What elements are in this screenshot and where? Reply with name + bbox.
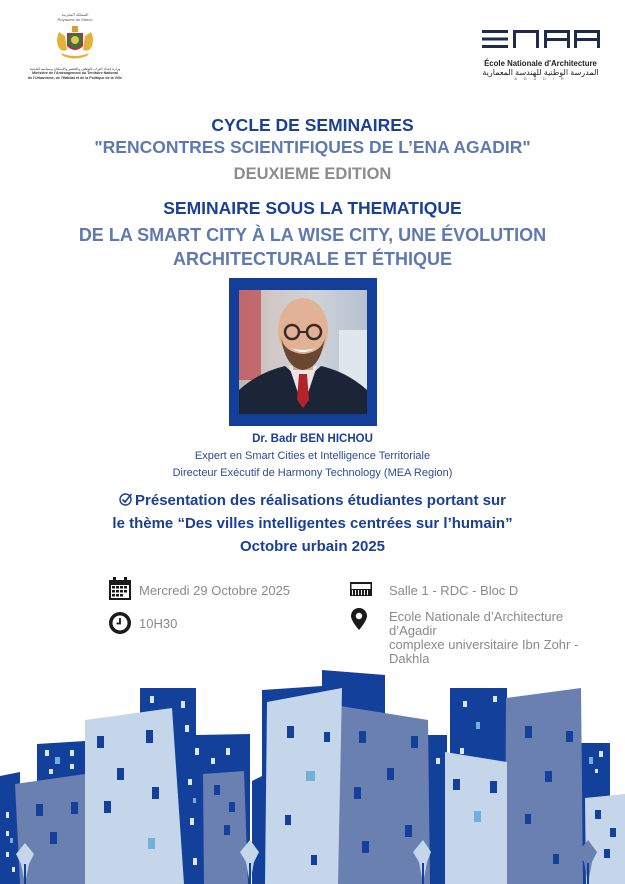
address-line-3: complexe universitaire Ibn Zohr - [389,637,579,652]
address-line-4: Dakhla [389,651,430,666]
speaker-role-2: Directeur Exécutif de Harmony Technology (MEA Region) [172,467,453,479]
event-time: 10H30 [139,616,178,631]
enaa-logo [478,30,603,81]
calendar-icon [108,577,132,601]
ministry-logo [20,12,130,80]
clock-icon [108,611,132,635]
seminar-title: SEMINAIRE SOUS LA THEMATIQUE [163,198,462,218]
school-name-french: École Nationale d'Architecture [484,59,597,68]
address-line-2: d’Agadir [389,623,437,638]
speaker-name: Dr. Badr BEN HICHOU [252,433,373,445]
ministry-arabic-top: المملكة المغربية [61,12,89,17]
presentation-line-1 [0,492,625,509]
address-line-1: Ecole Nationale d’Architecture [389,609,564,624]
event-address [389,610,578,666]
speaker-portrait-icon [239,290,367,414]
cycle-title: CYCLE DE SEMINAIRES [211,115,414,135]
ministry-french-name-1: Ministère de l'Aménagement du Territoire National [32,71,118,76]
classroom-icon [350,582,372,596]
enaa-logomark-icon [482,30,600,48]
map-pin-icon [351,608,367,630]
school-name-arabic: المدرسة الوطنية للهندسة المعمارية [482,68,599,77]
ministry-arabic-name: وزارة إعداد التراب الوطني والتعمير والإسكان وسياسة المدينة [29,67,121,71]
speaker-photo-frame [229,278,377,426]
city-skyline-illustration [0,668,625,884]
ministry-french-name-2: de l'Urbanisme, de l'Habitat et de la Politique de la Ville [28,75,122,80]
presentation-line-2: le thème “Des villes intelligentes centrées sur l’humain” [112,515,513,532]
presentation-text-1: Présentation des réalisations étudiantes portant sur [135,492,506,509]
event-date: Mercredi 29 Octobre 2025 [139,583,291,598]
theme-line-2: ARCHITECTURALE ET ÉTHIQUE [173,249,452,269]
moroccan-coat-of-arms-icon [53,24,97,60]
school-city: A G A D I R [514,77,567,81]
theme-line-1: DE LA SMART CITY À LA WISE CITY, UNE ÉVOLUTION [78,225,547,245]
presentation-line-3: Octobre urbain 2025 [239,538,386,555]
ministry-kingdom: Royaume du Maroc [57,17,93,22]
edition-title: DEUXIEME EDITION [233,165,392,183]
checkmark-circle-icon [119,492,133,506]
event-room: Salle 1 - RDC - Bloc D [389,583,519,598]
speaker-photo [239,290,367,414]
series-title: "RENCONTRES SCIENTIFIQUES DE L’ENA AGADIR" [94,137,531,157]
speaker-role-1: Expert en Smart Cities et Intelligence Territoriale [194,450,431,462]
